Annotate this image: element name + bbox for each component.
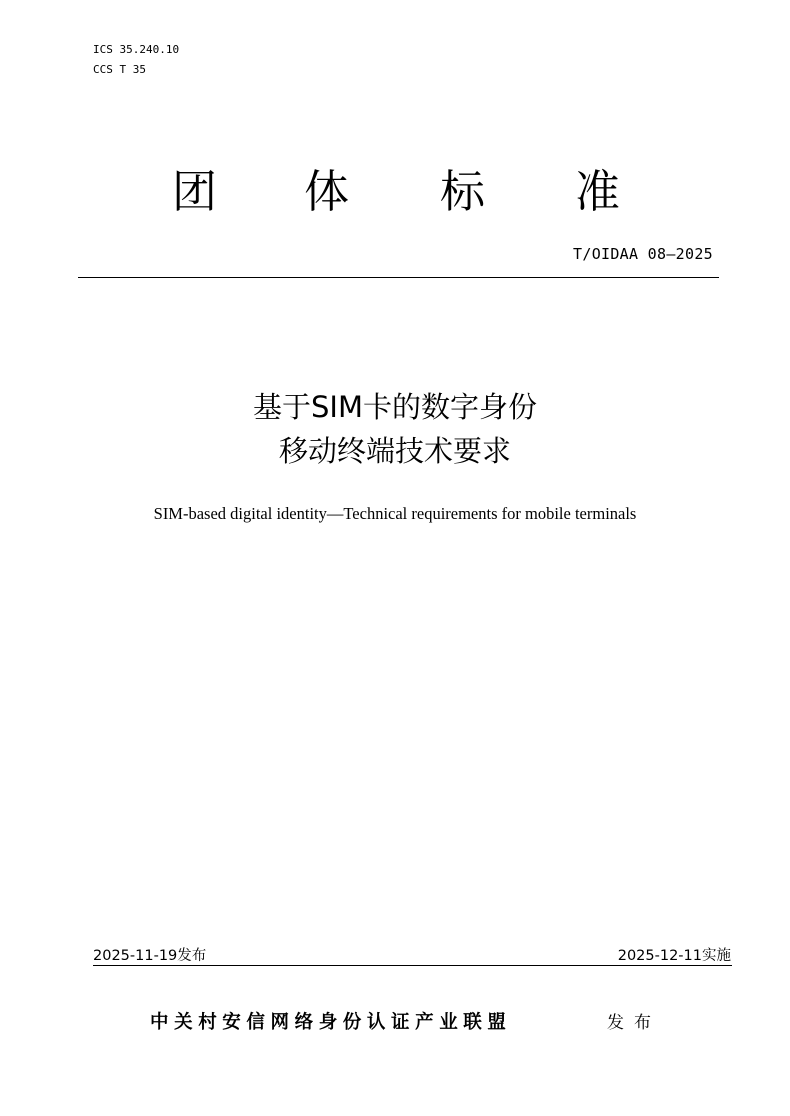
publisher-name: 中关村安信网络身份认证产业联盟 <box>150 1012 512 1033</box>
chinese-title-line-1: 基于SIM卡的数字身份 <box>253 390 537 424</box>
ccs-code: CCS T 35 <box>93 63 146 76</box>
ics-code: ICS 35.240.10 <box>93 43 180 56</box>
release-date: 2025-11-19发布 <box>93 948 207 964</box>
standard-type-char: 团 <box>172 165 218 218</box>
standard-type-title <box>0 164 790 220</box>
english-title: SIM-based digital identity—Technical requirements for mobile terminals <box>153 504 637 523</box>
footer-divider <box>93 965 732 966</box>
standard-type-char: 体 <box>304 165 350 218</box>
header-divider <box>78 277 719 278</box>
publish-label: 发布 <box>607 1013 661 1033</box>
standard-type-char: 标 <box>440 165 486 218</box>
chinese-title-line-2: 移动终端技术要求 <box>278 434 511 468</box>
classification-codes <box>93 40 179 80</box>
implementation-date: 2025-12-11实施 <box>617 948 731 964</box>
standard-number: T/OIDAA 08—2025 <box>573 245 713 263</box>
standard-type-char: 准 <box>575 165 621 218</box>
